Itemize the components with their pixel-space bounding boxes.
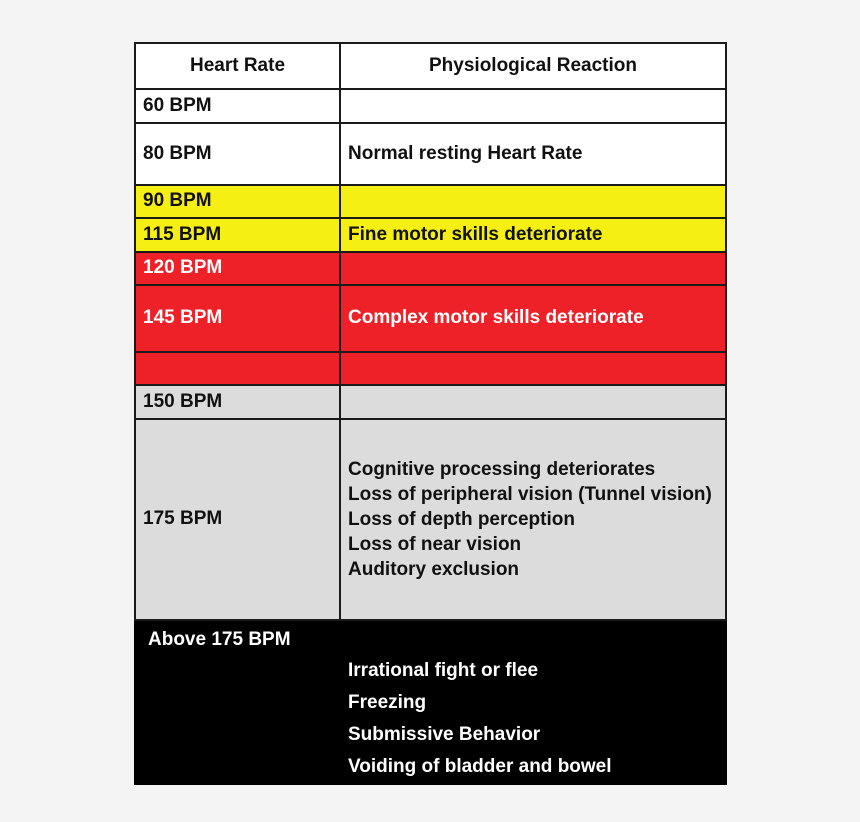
rate-cell: 175 BPM xyxy=(135,419,340,620)
table-row-115 xyxy=(135,218,726,252)
reaction-cell xyxy=(340,385,726,419)
reaction-line: Cognitive processing deteriorates xyxy=(348,459,656,480)
reaction-cell: Fine motor skills deteriorate xyxy=(340,218,726,252)
table-row-90 xyxy=(135,185,726,218)
table-row-150 xyxy=(135,385,726,419)
table-row-red-blank xyxy=(135,352,726,385)
heart-rate-table xyxy=(134,42,727,785)
reaction-cell xyxy=(340,89,726,123)
reaction-line: Loss of near vision xyxy=(348,534,522,555)
table-header-row xyxy=(135,43,726,89)
table-row-above-175 xyxy=(135,620,726,784)
reaction-cell xyxy=(340,419,726,620)
reaction-cell xyxy=(340,185,726,218)
table-row-60 xyxy=(135,89,726,123)
reaction-line: Irrational fight or flee xyxy=(348,660,539,681)
table-row-80 xyxy=(135,123,726,185)
header-heart-rate: Heart Rate xyxy=(135,43,340,89)
table-row-145 xyxy=(135,285,726,352)
header-physiological-reaction: Physiological Reaction xyxy=(340,43,726,89)
reaction-line: Auditory exclusion xyxy=(348,559,520,580)
reaction-cell xyxy=(340,352,726,385)
reaction-cell xyxy=(340,620,726,784)
rate-cell: 145 BPM xyxy=(135,285,340,352)
rate-cell: Above 175 BPM xyxy=(135,620,340,784)
reaction-line: Freezing xyxy=(348,692,427,713)
rate-cell: 150 BPM xyxy=(135,385,340,419)
reaction-line: Submissive Behavior xyxy=(348,724,541,745)
rate-cell: 90 BPM xyxy=(135,185,340,218)
reaction-line: Loss of peripheral vision (Tunnel vision) xyxy=(348,484,712,505)
table-row-175 xyxy=(135,419,726,620)
heart-rate-table-container xyxy=(134,42,725,781)
reaction-line: Loss of depth perception xyxy=(348,509,575,530)
table-row-120 xyxy=(135,252,726,285)
reaction-cell xyxy=(340,252,726,285)
rate-cell: 80 BPM xyxy=(135,123,340,185)
rate-cell: 60 BPM xyxy=(135,89,340,123)
reaction-cell: Normal resting Heart Rate xyxy=(340,123,726,185)
rate-cell: 120 BPM xyxy=(135,252,340,285)
rate-cell xyxy=(135,352,340,385)
reaction-cell: Complex motor skills deteriorate xyxy=(340,285,726,352)
reaction-line: Voiding of bladder and bowel xyxy=(348,756,612,777)
rate-cell: 115 BPM xyxy=(135,218,340,252)
